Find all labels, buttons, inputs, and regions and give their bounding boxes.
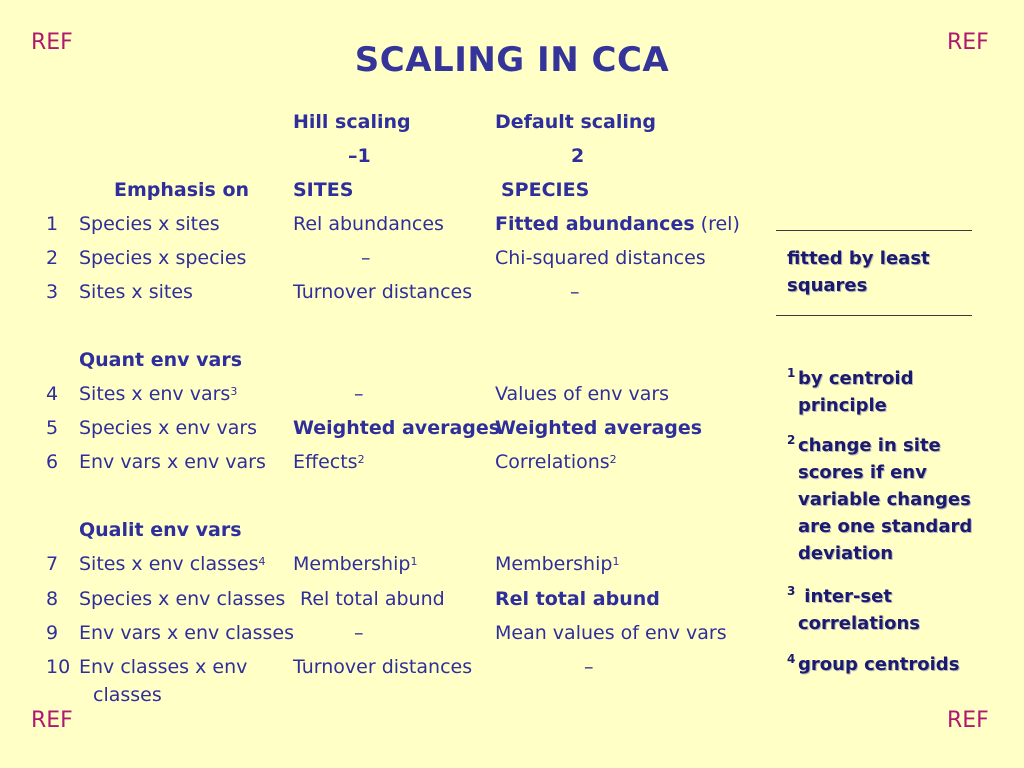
row-label: Species x env vars — [79, 417, 258, 439]
row-number: 5 — [46, 417, 59, 439]
footnote-text: inter-set correlations — [798, 586, 920, 634]
ref-link-bottom-right[interactable]: REF — [947, 708, 989, 733]
header-default-value: 2 — [571, 145, 585, 167]
row-default-value: – — [584, 656, 594, 678]
footnote-number: 2 — [787, 433, 796, 447]
sidebar-note: fitted by least squares — [787, 248, 930, 296]
row-default-value — [495, 553, 619, 575]
header-hill-emphasis: SITES — [293, 179, 354, 201]
header-default-scaling: Default scaling — [495, 111, 657, 133]
row-default-value: Rel total abund — [495, 588, 660, 610]
footnote-ref: 4 — [258, 555, 266, 568]
row-hill-value: Rel total abund — [300, 588, 445, 610]
divider — [776, 230, 972, 231]
row-label: Env vars x env classes — [79, 622, 295, 644]
footnote-ref: 2 — [357, 453, 365, 466]
row-label: Species x sites — [79, 213, 220, 235]
row-hill-value: – — [361, 247, 371, 269]
row-label — [79, 553, 265, 575]
section-heading-qualit: Qualit env vars — [79, 519, 242, 541]
row-default-value: Chi-squared distances — [495, 247, 706, 269]
row-number: 1 — [46, 213, 59, 235]
row-label-text: Sites x env vars — [79, 383, 231, 405]
footnote-ref: 2 — [609, 453, 617, 466]
row-label: Env classes x env — [79, 656, 248, 678]
row-label-continued: classes — [93, 684, 162, 706]
footnote-number: 1 — [787, 366, 796, 380]
ref-link-bottom-left[interactable]: REF — [31, 708, 73, 733]
row-label — [79, 383, 237, 405]
row-hill-value: – — [354, 622, 364, 644]
row-default-value — [495, 451, 617, 473]
row-default-suffix: (rel) — [694, 213, 740, 235]
header-default-emphasis: SPECIES — [501, 179, 590, 201]
footnote-number: 4 — [787, 652, 796, 666]
slide-title: SCALING IN CCA — [354, 40, 670, 80]
header-hill-value: –1 — [348, 145, 371, 167]
footnote-ref: 1 — [612, 555, 620, 568]
footnote-text: group centroids — [798, 654, 960, 675]
row-number: 9 — [46, 622, 59, 644]
footnote-text: change in site scores if env variable changes are one standard deviation — [798, 435, 973, 564]
row-number: 6 — [46, 451, 59, 473]
row-hill-text: Effects — [293, 451, 358, 473]
header-hill-scaling: Hill scaling — [293, 111, 411, 133]
row-label: Species x species — [79, 247, 247, 269]
row-label-text: Sites x env classes — [79, 553, 259, 575]
row-hill-value: Weighted averages — [293, 417, 501, 439]
row-label: Species x env classes — [79, 588, 286, 610]
row-hill-value: Turnover distances — [293, 656, 473, 678]
section-heading-quant: Quant env vars — [79, 349, 243, 371]
ref-link-top-left[interactable]: REF — [31, 30, 73, 55]
header-emphasis-label: Emphasis on — [114, 179, 250, 201]
footnote-ref: 1 — [410, 555, 418, 568]
row-number: 7 — [46, 553, 59, 575]
divider — [776, 315, 972, 316]
row-number: 3 — [46, 281, 59, 303]
row-hill-value — [293, 553, 417, 575]
footnote-text: by centroid principle — [798, 368, 914, 416]
ref-link-top-right[interactable]: REF — [947, 30, 989, 55]
row-hill-value: Rel abundances — [293, 213, 444, 235]
row-number: 4 — [46, 383, 59, 405]
row-default-value: Mean values of env vars — [495, 622, 727, 644]
row-hill-value — [293, 451, 365, 473]
row-default-bold: Fitted abundances — [495, 213, 695, 235]
row-label: Sites x sites — [79, 281, 193, 303]
row-default-value: Weighted averages — [495, 417, 703, 439]
row-number: 10 — [46, 656, 71, 678]
footnote-number: 3 — [787, 584, 796, 598]
row-number: 2 — [46, 247, 59, 269]
row-label: Env vars x env vars — [79, 451, 266, 473]
row-default-text: Membership — [495, 553, 613, 575]
row-hill-value: – — [354, 383, 364, 405]
row-default-value — [495, 213, 740, 235]
row-hill-text: Membership — [293, 553, 411, 575]
row-default-value: – — [570, 281, 580, 303]
row-default-value: Values of env vars — [495, 383, 670, 405]
row-default-text: Correlations — [495, 451, 610, 473]
row-number: 8 — [46, 588, 59, 610]
row-hill-value: Turnover distances — [293, 281, 473, 303]
footnote-ref: 3 — [230, 385, 238, 398]
